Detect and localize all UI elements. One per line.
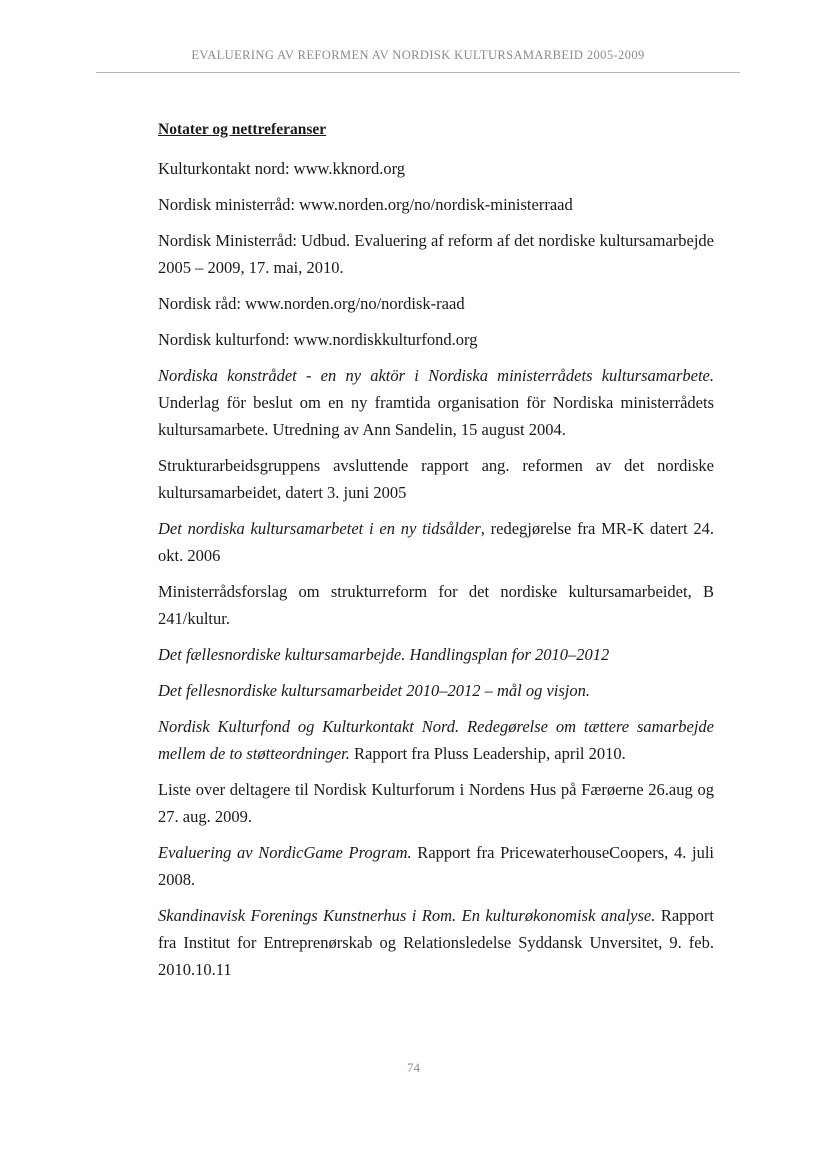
reference-item	[158, 227, 714, 281]
reference-title: Det fellesnordiske kultursamarbeidet 2010–2012 – mål og visjon.	[158, 681, 591, 700]
reference-text: Underlag för beslut om en ny framtida organisation för Nordiska ministerrådets kultursamarbete. Utredning av Ann Sandelin, 15 august 2004.	[158, 393, 714, 439]
reference-text: Strukturarbeidsgruppens avsluttende rapport ang. reformen av det nordiske kultursamarbeidet, datert 3. juni 2005	[158, 456, 714, 502]
reference-text: Nordisk ministerråd: www.norden.org/no/nordisk-ministerraad	[158, 195, 573, 214]
page-number: 74	[407, 1060, 420, 1075]
reference-item	[158, 452, 714, 506]
reference-text: Nordisk råd: www.norden.org/no/nordisk-raad	[158, 294, 465, 313]
reference-item	[158, 326, 714, 353]
reference-title: Skandinavisk Forenings Kunstnerhus i Rom. En kulturøkonomisk analyse.	[158, 906, 656, 925]
reference-item	[158, 902, 714, 983]
reference-item	[158, 776, 714, 830]
reference-text: Kulturkontakt nord: www.kknord.org	[158, 159, 406, 178]
reference-text: Nordisk kulturfond: www.nordiskkulturfond.org	[158, 330, 478, 349]
reference-item	[158, 155, 714, 182]
reference-item	[158, 713, 714, 767]
reference-text: Ministerrådsforslag om strukturreform for det nordiske kultursamarbeidet, B 241/kultur.	[158, 582, 714, 628]
reference-item	[158, 578, 714, 632]
reference-title: Det fællesnordiske kultursamarbejde. Handlingsplan for 2010–2012	[158, 645, 610, 664]
reference-text: , redegjørelse fra MR-K datert 24. okt. 2006	[158, 519, 714, 565]
reference-item	[158, 677, 714, 704]
section-heading: Notater og nettreferanser	[158, 121, 327, 138]
reference-item	[158, 362, 714, 443]
reference-text: Rapport fra Institut for Entreprenørskab og Relationsledelse Syddansk Unversitet, 9. feb. 2010.10.11	[158, 906, 714, 979]
reference-text: Nordisk Ministerråd: Udbud. Evaluering af reform af det nordiske kultursamarbejde 2005 – 2009, 17. mai, 2010.	[158, 231, 714, 277]
reference-item	[158, 191, 714, 218]
reference-title: Nordiska konstrådet - en ny aktör i Nordiska ministerrådets kultursamarbete.	[158, 366, 714, 385]
reference-text: Liste over deltagere til Nordisk Kulturforum i Nordens Hus på Færøerne 26.aug og 27. aug. 2009.	[158, 780, 714, 826]
page-content	[158, 118, 714, 992]
reference-title: Det nordiska kultursamarbetet i en ny tidsålder	[158, 519, 481, 538]
running-header: EVALUERING AV REFORMEN AV NORDISK KULTURSAMARBEID 2005-2009	[191, 48, 645, 62]
reference-text: Rapport fra PricewaterhouseCoopers, 4. juli 2008.	[158, 843, 714, 889]
reference-title: Evaluering av NordicGame Program.	[158, 843, 412, 862]
header-rule	[96, 72, 740, 73]
reference-text: Rapport fra Pluss Leadership, april 2010.	[349, 744, 626, 763]
reference-item	[158, 641, 714, 668]
reference-item	[158, 290, 714, 317]
reference-title: Nordisk Kulturfond og Kulturkontakt Nord. Redegørelse om tættere samarbejde mellem de to støtteordninger.	[158, 717, 714, 763]
reference-item	[158, 839, 714, 893]
reference-item	[158, 515, 714, 569]
